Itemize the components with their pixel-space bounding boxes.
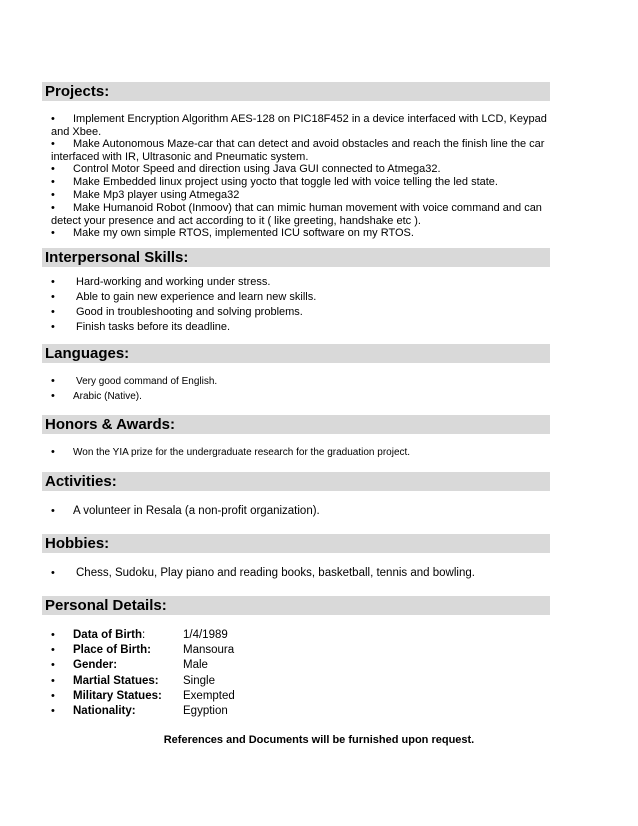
detail-label: Martial Statues: xyxy=(73,674,159,687)
list-item xyxy=(42,138,552,163)
list-item xyxy=(42,629,552,644)
bullet: • xyxy=(51,505,55,517)
bullet: • xyxy=(51,276,55,288)
detail-label xyxy=(73,629,145,642)
projects-heading-bar xyxy=(42,82,550,101)
detail-label-colon: : xyxy=(142,629,146,641)
bullet: • xyxy=(51,446,55,458)
bullet: • xyxy=(51,138,55,150)
references-note: References and Documents will be furnished upon request. xyxy=(163,734,475,746)
bullet: • xyxy=(51,321,55,333)
honors-heading: Honors & Awards: xyxy=(45,416,176,433)
interpersonal-heading: Interpersonal Skills: xyxy=(45,249,189,266)
project-text: Make my own simple RTOS, implemented ICU software on my RTOS. xyxy=(73,227,414,239)
languages-heading: Languages: xyxy=(45,345,130,362)
project-text-cont: interfaced with IR, Ultrasonic and Pneumatic system. xyxy=(51,151,309,163)
list-item xyxy=(42,306,552,321)
projects-list xyxy=(42,113,552,240)
detail-value: Egyption xyxy=(183,704,228,717)
bullet: • xyxy=(51,689,55,702)
list-item xyxy=(42,227,552,240)
bullet: • xyxy=(51,227,55,239)
skill-text: Able to gain new experience and learn new skills. xyxy=(76,291,317,303)
hobbies-heading: Hobbies: xyxy=(45,535,110,552)
list-item xyxy=(42,675,552,690)
bullet: • xyxy=(51,113,55,125)
detail-value: Male xyxy=(183,659,208,672)
activity-text: A volunteer in Resala (a non-profit organization). xyxy=(73,505,320,517)
honors-list xyxy=(42,446,552,459)
bullet: • xyxy=(51,629,55,641)
detail-value: Mansoura xyxy=(183,644,235,657)
projects-heading: Projects: xyxy=(45,83,110,100)
detail-label: Military Statues: xyxy=(73,689,162,702)
detail-label: Gender: xyxy=(73,659,118,672)
language-text: Very good command of English. xyxy=(76,376,218,387)
list-item xyxy=(42,567,552,582)
list-item xyxy=(42,113,552,138)
list-item xyxy=(42,690,552,705)
activities-list xyxy=(42,505,552,520)
project-text: Make Humanoid Robot (Inmoov) that can mimic human movement with voice command and can xyxy=(73,202,542,214)
bullet: • xyxy=(51,176,55,188)
list-item xyxy=(42,189,552,202)
skill-text: Hard-working and working under stress. xyxy=(76,276,271,288)
bullet: • xyxy=(51,704,55,717)
bullet: • xyxy=(51,567,55,579)
bullet: • xyxy=(51,375,55,387)
list-item xyxy=(42,163,552,176)
hobby-text: Chess, Sudoku, Play piano and reading books, basketball, tennis and bowling. xyxy=(76,567,475,579)
bullet: • xyxy=(51,390,55,402)
personal-details-list xyxy=(42,629,552,720)
skill-text: Finish tasks before its deadline. xyxy=(76,321,231,333)
list-item xyxy=(42,202,552,227)
list-item xyxy=(42,390,552,405)
hobbies-heading-bar xyxy=(42,534,550,553)
personal-heading-bar xyxy=(42,596,550,615)
interpersonal-list xyxy=(42,276,552,336)
project-text: Control Motor Speed and direction using Java GUI connected to Atmega32. xyxy=(73,163,441,175)
language-text: Arabic (Native). xyxy=(73,391,142,402)
detail-label-text: Data of Birth xyxy=(73,629,142,641)
project-text: Implement Encryption Algorithm AES-128 on PIC18F452 in a device interfaced with LCD, Keypad xyxy=(73,113,547,125)
bullet: • xyxy=(51,674,55,687)
languages-list xyxy=(42,375,552,405)
activities-heading: Activities: xyxy=(45,473,117,490)
project-text: Make Mp3 player using Atmega32 xyxy=(73,189,240,201)
list-item xyxy=(42,176,552,189)
list-item xyxy=(42,321,552,336)
bullet: • xyxy=(51,306,55,318)
honors-heading-bar xyxy=(42,415,550,434)
bullet: • xyxy=(51,163,55,175)
bullet: • xyxy=(51,644,55,657)
list-item xyxy=(42,705,552,720)
hobbies-list xyxy=(42,567,552,582)
project-text-cont: and Xbee. xyxy=(51,126,102,138)
bullet: • xyxy=(51,659,55,672)
honor-text: Won the YIA prize for the undergraduate research for the graduation project. xyxy=(73,447,411,458)
personal-heading: Personal Details: xyxy=(45,597,167,614)
project-text-cont: detect your presence and act according to it ( like greeting, handshake etc ). xyxy=(51,215,421,227)
detail-label: Nationality: xyxy=(73,704,136,717)
activities-heading-bar xyxy=(42,472,550,491)
list-item xyxy=(42,375,552,390)
interpersonal-heading-bar xyxy=(42,248,550,267)
bullet: • xyxy=(51,202,55,214)
detail-label: Place of Birth: xyxy=(73,644,151,657)
bullet: • xyxy=(51,189,55,201)
list-item xyxy=(42,291,552,306)
skill-text: Good in troubleshooting and solving problems. xyxy=(76,306,303,318)
detail-value: 1/4/1989 xyxy=(183,629,228,641)
list-item xyxy=(42,446,552,459)
list-item xyxy=(42,276,552,291)
detail-value: Single xyxy=(183,674,215,687)
list-item xyxy=(42,659,552,674)
languages-heading-bar xyxy=(42,344,550,363)
project-text: Make Autonomous Maze-car that can detect and avoid obstacles and reach the finish line the car xyxy=(73,138,545,150)
bullet: • xyxy=(51,291,55,303)
list-item xyxy=(42,505,552,520)
list-item xyxy=(42,644,552,659)
detail-value: Exempted xyxy=(183,689,235,702)
project-text: Make Embedded linux project using yocto that toggle led with voice telling the led state. xyxy=(73,176,498,188)
